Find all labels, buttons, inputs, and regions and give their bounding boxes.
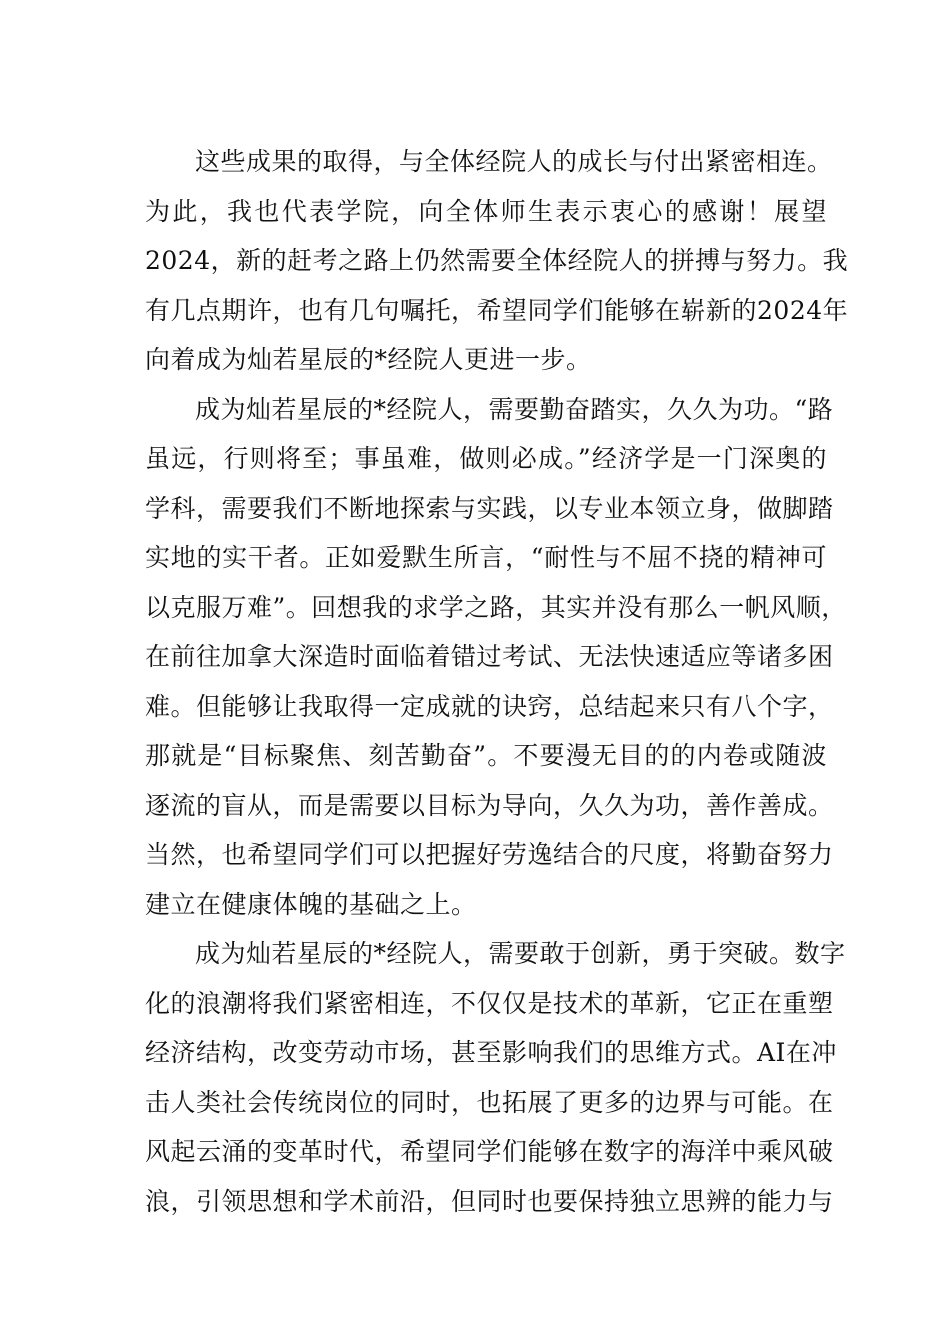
text-line: 浪，引领思想和学术前沿，但同时也要保持独立思辨的能力与 bbox=[145, 1186, 834, 1216]
text-line: 学科，需要我们不断地探索与实践，以专业本领立身，做脚踏 bbox=[145, 493, 834, 523]
text-line: 风起云涌的变革时代，希望同学们能够在数字的海洋中乘风破 bbox=[145, 1137, 834, 1166]
text-line: 有几点期许，也有几句嘱托，希望同学们能够在崭新的2024年 bbox=[145, 295, 849, 325]
paragraph-3 bbox=[145, 929, 846, 1226]
text-line: 击人类社会传统岗位的同时，也拓展了更多的边界与可能。在 bbox=[145, 1087, 834, 1117]
text-line: 实地的实干者。正如爱默生所言，“耐性与不屈不挠的精神可 bbox=[145, 543, 827, 572]
text-line: 2024，新的赶考之路上仍然需要全体经院人的拼搏与努力。我 bbox=[145, 246, 849, 275]
text-line: 化的浪潮将我们紧密相连，不仅仅是技术的革新，它正在重塑 bbox=[145, 988, 834, 1018]
text-line: 以克服万难”。回想我的求学之路，其实并没有那么一帆风顺， bbox=[145, 592, 847, 622]
text-line: 经济结构，改变劳动市场，甚至影响我们的思维方式。AI在冲 bbox=[145, 1038, 837, 1067]
text-line: 这些成果的取得，与全体经院人的成长与付出紧密相连。 bbox=[195, 147, 833, 176]
text-line: 虽远，行则将至；事虽难，做则必成。”经济学是一门深奥的 bbox=[145, 444, 827, 473]
text-line: 那就是“目标聚焦、刻苦勤奋”。不要漫无目的的内卷或随波 bbox=[145, 741, 827, 770]
text-line: 成为灿若星辰的*经院人，需要敢于创新，勇于突破。数字 bbox=[195, 939, 846, 968]
text-line: 当然，也希望同学们可以把握好劳逸结合的尺度，将勤奋努力 bbox=[145, 840, 834, 869]
document-body bbox=[145, 137, 849, 1226]
text-line: 难。但能够让我取得一定成就的诀窍，总结起来只有八个字， bbox=[145, 691, 834, 721]
text-line: 为此，我也代表学院，向全体师生表示衷心的感谢！展望 bbox=[145, 196, 827, 226]
text-line: 成为灿若星辰的*经院人，需要勤奋踏实，久久为功。“路 bbox=[195, 394, 834, 424]
text-line: 建立在健康体魄的基础之上。 bbox=[145, 889, 477, 919]
text-line: 向着成为灿若星辰的*经院人更进一步。 bbox=[145, 345, 592, 374]
paragraph-2 bbox=[145, 385, 847, 930]
paragraph-1 bbox=[145, 137, 849, 385]
text-line: 逐流的盲从，而是需要以目标为导向，久久为功，善作善成。 bbox=[145, 790, 834, 820]
text-line: 在前往加拿大深造时面临着错过考试、无法快速适应等诸多困 bbox=[145, 642, 834, 671]
